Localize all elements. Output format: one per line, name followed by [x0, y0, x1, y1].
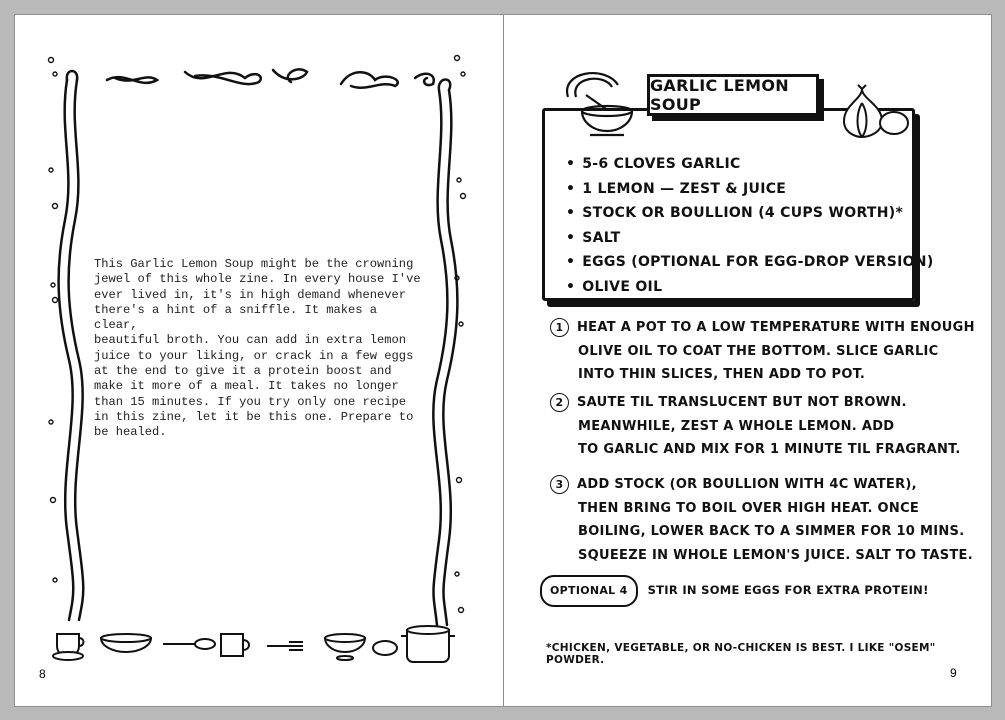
ingredient-item: • 5-6 CLOVES GARLIC: [566, 152, 934, 177]
step-3: [550, 473, 973, 567]
ingredient-item: • SALT: [566, 226, 934, 251]
step-line: OLIVE OIL TO COAT THE BOTTOM. SLICE GARLIC: [578, 343, 939, 359]
garlic-icon: [834, 83, 914, 143]
stock-pot-icon: [401, 626, 455, 662]
step-line: SQUEEZE IN WHOLE LEMON'S JUICE. SALT TO TASTE.: [578, 547, 973, 563]
ingredient-item: • STOCK OR BOULLION (4 CUPS WORTH)*: [566, 201, 934, 226]
footnote: *CHICKEN, VEGETABLE, OR NO-CHICKEN IS BEST. I LIKE "OSEM" POWDER.: [546, 642, 936, 666]
step-line: ADD STOCK (OR BOULLION WITH 4C WATER),: [577, 477, 917, 492]
teacup-icon: [53, 634, 84, 660]
recipe-title: GARLIC LEMON SOUP: [647, 74, 819, 116]
step-line: MEANWHILE, ZEST A WHOLE LEMON. ADD: [578, 418, 895, 434]
step-line: TO GARLIC AND MIX FOR 1 MINUTE TIL FRAGRANT.: [578, 442, 961, 457]
step-number: 3: [550, 475, 569, 494]
zine-spread: [14, 14, 992, 707]
lemon-icon: [373, 641, 397, 655]
step-line: INTO THIN SLICES, THEN ADD TO POT.: [578, 367, 866, 382]
step-2: [550, 391, 961, 462]
step-number: 1: [550, 318, 569, 337]
step-line: HEAT A POT TO A LOW TEMPERATURE WITH ENOUGH: [577, 320, 975, 335]
step-number: 2: [550, 393, 569, 412]
lemon-icon: [880, 112, 908, 134]
intro-paragraph: This Garlic Lemon Soup might be the crowning jewel of this whole zine. In every house I've ever lived in, it's in high demand whenever there's a hint of a sniffle. It makes a clear, beautiful broth. You can add in extra lemon juice to your liking, or crack in a few eggs at the end to give it a protein boost and make it more of a meal. It takes no longer than 15 minutes. If you try only one recipe in this zine, let it be this one. Prepare to be healed.: [94, 257, 421, 440]
page-left: [15, 15, 503, 706]
step-line: BOILING, LOWER BACK TO A SIMMER FOR 10 MINS.: [578, 524, 965, 539]
mug-icon: [221, 634, 249, 656]
optional-label: OPTIONAL 4: [540, 575, 638, 607]
page-number-left: 8: [39, 667, 46, 681]
page-right: [504, 15, 993, 706]
ingredient-item: • 1 LEMON — ZEST & JUICE: [566, 177, 934, 202]
step-1: [550, 316, 975, 387]
optional-step: [540, 575, 929, 607]
ingredient-list: [566, 152, 934, 299]
ingredient-item: • OLIVE OIL: [566, 275, 934, 300]
wooden-spoon-icon: [163, 639, 215, 649]
ingredient-item: • EGGS (OPTIONAL FOR EGG-DROP VERSION): [566, 250, 934, 275]
fork-icon: [267, 642, 303, 650]
step-line: THEN BRING TO BOIL OVER HIGH HEAT. ONCE: [578, 500, 920, 516]
optional-text: STIR IN SOME EGGS FOR EXTRA PROTEIN!: [647, 583, 929, 597]
page-number-right: 9: [950, 666, 957, 680]
colander-icon: [325, 634, 365, 660]
bowl-icon: [101, 634, 151, 652]
step-line: SAUTE TIL TRANSLUCENT BUT NOT BROWN.: [577, 395, 907, 410]
